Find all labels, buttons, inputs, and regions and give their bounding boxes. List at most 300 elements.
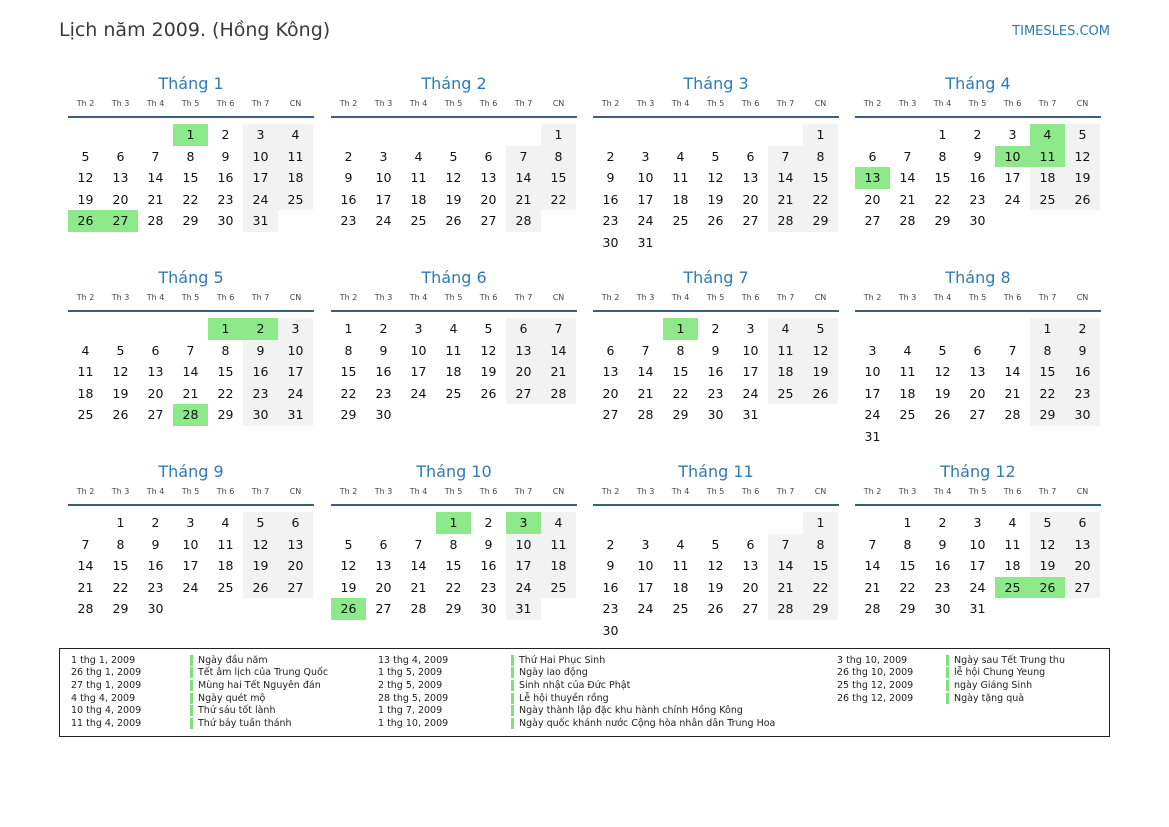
weekday-label: Th 7: [1038, 99, 1057, 108]
weekday-label: Th 2: [601, 99, 620, 108]
day-cell: 1: [436, 512, 471, 534]
day-cell: 14: [637, 364, 654, 380]
holiday-name: Ngày đầu năm: [190, 655, 268, 666]
day-cell: 17: [243, 167, 278, 189]
weekday-label: Th 3: [898, 487, 917, 496]
weekday-label: Th 6: [479, 293, 498, 302]
day-cell: 7: [151, 148, 160, 164]
empty-cell: [68, 124, 103, 146]
day-cell: 8: [541, 146, 576, 168]
day-cell: 10: [278, 340, 313, 362]
holiday-date: 26 thg 10, 2009: [837, 667, 914, 679]
day-cell: 9: [938, 536, 947, 552]
empty-cell: [593, 512, 628, 534]
month-divider: [593, 504, 839, 506]
weekday-label: Th 2: [339, 487, 358, 496]
weekday-label: Th 2: [76, 293, 95, 302]
month-block: [855, 460, 1101, 620]
empty-cell: [401, 512, 436, 534]
empty-cell: [68, 512, 103, 534]
weekday-label: Th 4: [146, 293, 165, 302]
weekday-header: [855, 292, 1101, 310]
day-cell: 20: [112, 191, 129, 207]
weekday-label: CN: [289, 99, 302, 108]
weekday-label: Th 6: [216, 487, 235, 496]
day-cell: 11: [77, 364, 94, 380]
day-cell: 14: [77, 558, 94, 574]
weekday-label: Th 5: [181, 99, 200, 108]
day-cell: 3: [278, 318, 313, 340]
day-cell: 12: [707, 170, 724, 186]
day-cell: 1: [663, 318, 698, 340]
day-cell: 30: [602, 622, 619, 638]
day-cell: 19: [243, 555, 278, 577]
day-cell: 18: [410, 191, 427, 207]
weekday-label: Th 4: [671, 487, 690, 496]
empty-cell: [366, 512, 401, 534]
weekday-label: Th 6: [1003, 487, 1022, 496]
day-cell: 28: [147, 213, 164, 229]
day-cell: 3: [868, 342, 877, 358]
weekday-label: Th 3: [111, 487, 130, 496]
day-cell: 22: [803, 577, 838, 599]
empty-cell: [890, 124, 925, 146]
empty-cell: [890, 318, 925, 340]
day-cell: 2: [1065, 318, 1100, 340]
day-cell: 16: [147, 558, 164, 574]
day-cell: 20: [602, 385, 619, 401]
month-title: Tháng 4: [945, 74, 1011, 93]
empty-cell: [995, 318, 1030, 340]
day-cell: 16: [480, 558, 497, 574]
day-cell: 10: [243, 146, 278, 168]
weekday-label: Th 4: [671, 293, 690, 302]
day-cell: 2: [243, 318, 278, 340]
day-cell: 30: [480, 601, 497, 617]
weekday-label: CN: [814, 293, 827, 302]
day-cell: 3: [641, 148, 650, 164]
empty-cell: [628, 318, 663, 340]
day-cell: 27: [1065, 577, 1100, 599]
day-cell: 22: [672, 385, 689, 401]
day-cell: 25: [1030, 189, 1065, 211]
weekday-header: [68, 98, 314, 116]
day-cell: 12: [480, 342, 497, 358]
day-cell: 10: [969, 536, 986, 552]
day-cell: 18: [672, 579, 689, 595]
month-divider: [855, 504, 1101, 506]
holiday-name: Lễ hội thuyền rồng: [511, 693, 609, 704]
day-cell: 25: [541, 577, 576, 599]
day-cell: 9: [973, 148, 982, 164]
weekday-label: Th 3: [636, 487, 655, 496]
weekday-label: Th 3: [111, 293, 130, 302]
month-title: Tháng 10: [416, 462, 492, 481]
day-cell: 9: [243, 340, 278, 362]
day-cell: 10: [506, 534, 541, 556]
day-cell: 16: [217, 170, 234, 186]
weekday-label: Th 3: [111, 99, 130, 108]
day-cell: 6: [506, 318, 541, 340]
day-cell: 6: [151, 342, 160, 358]
day-cell: 26: [331, 598, 366, 620]
day-cell: 17: [182, 558, 199, 574]
weekday-header: [855, 486, 1101, 504]
day-cell: 27: [506, 383, 541, 405]
weekday-label: Th 3: [898, 293, 917, 302]
holiday-name: Ngày tặng quà: [946, 693, 1024, 704]
weekday-label: Th 6: [1003, 99, 1022, 108]
day-cell: 3: [1008, 127, 1017, 142]
day-cell: 4: [414, 148, 423, 164]
day-cell: 20: [742, 191, 759, 207]
weekday-label: Th 7: [251, 293, 270, 302]
weekday-header: [331, 486, 577, 504]
day-cell: 23: [602, 601, 619, 617]
day-cell: 14: [182, 364, 199, 380]
holiday-date: 1 thg 5, 2009: [378, 667, 443, 679]
day-cell: 7: [641, 342, 650, 358]
empty-cell: [855, 124, 890, 146]
holiday-column: [71, 654, 328, 730]
empty-cell: [593, 318, 628, 340]
day-cell: 4: [676, 148, 685, 164]
day-cell: 7: [768, 534, 803, 556]
day-cell: 22: [445, 579, 462, 595]
day-cell: 20: [864, 191, 881, 207]
month-block: [68, 266, 314, 426]
weekday-label: CN: [814, 99, 827, 108]
weekday-label: CN: [1076, 99, 1089, 108]
weekday-label: CN: [552, 99, 565, 108]
day-cell: 25: [445, 385, 462, 401]
weekday-label: Th 5: [968, 293, 987, 302]
day-cell: 24: [278, 383, 313, 405]
day-cell: 14: [768, 167, 803, 189]
weekday-label: Th 5: [968, 99, 987, 108]
weekday-label: Th 3: [374, 99, 393, 108]
day-cell: 6: [746, 536, 755, 552]
day-cell: 24: [864, 407, 881, 423]
weekday-label: Th 7: [251, 99, 270, 108]
weekday-label: Th 5: [444, 487, 463, 496]
holiday-date: 11 thg 4, 2009: [71, 717, 142, 729]
day-cell: 22: [803, 189, 838, 211]
day-cell: 5: [1030, 512, 1065, 534]
day-cell: 6: [868, 148, 877, 164]
day-cell: 1: [938, 127, 947, 142]
day-cell: 31: [864, 428, 881, 444]
weekday-label: Th 3: [374, 293, 393, 302]
day-cell: 26: [803, 383, 838, 405]
day-cell: 15: [899, 558, 916, 574]
day-cell: 31: [506, 598, 541, 620]
weekday-label: Th 3: [374, 487, 393, 496]
holiday-column: [837, 654, 1065, 704]
day-cell: 12: [243, 534, 278, 556]
weekday-label: CN: [1076, 293, 1089, 302]
holiday-name: ngày Giáng Sinh: [946, 680, 1032, 691]
day-cell: 25: [410, 213, 427, 229]
holiday-item: [378, 692, 775, 705]
holiday-list: [59, 648, 1110, 737]
day-cell: 31: [742, 407, 759, 423]
day-cell: 2: [606, 536, 615, 552]
day-cell: 3: [641, 536, 650, 552]
day-cell: 25: [899, 407, 916, 423]
day-cell: 22: [899, 579, 916, 595]
day-cell: 8: [449, 536, 458, 552]
holiday-name: Mùng hai Tết Nguyên đán: [190, 680, 321, 691]
weekday-label: Th 4: [671, 99, 690, 108]
weekday-label: Th 7: [514, 487, 533, 496]
day-cell: 24: [742, 385, 759, 401]
weekday-label: Th 2: [76, 487, 95, 496]
day-cell: 24: [637, 601, 654, 617]
day-cell: 22: [340, 385, 357, 401]
day-cell: 21: [768, 577, 803, 599]
day-cell: 5: [803, 318, 838, 340]
weekday-label: Th 2: [601, 487, 620, 496]
weekday-header: [593, 292, 839, 310]
day-cell: 30: [147, 601, 164, 617]
empty-cell: [103, 318, 138, 340]
empty-cell: [698, 124, 733, 146]
day-cell: 19: [707, 579, 724, 595]
day-cell: 13: [506, 340, 541, 362]
day-cell: 23: [217, 191, 234, 207]
day-cell: 9: [379, 342, 388, 358]
day-cell: 7: [186, 342, 195, 358]
day-cell: 30: [934, 601, 951, 617]
weekday-label: Th 5: [706, 99, 725, 108]
day-cell: 8: [903, 536, 912, 552]
day-cell: 29: [182, 213, 199, 229]
day-cell: 16: [707, 364, 724, 380]
day-cell: 3: [746, 321, 755, 336]
day-cell: 11: [217, 536, 234, 552]
day-cell: 4: [1030, 124, 1065, 146]
day-cell: 9: [484, 536, 493, 552]
day-cell: 7: [768, 146, 803, 168]
day-cell: 11: [1030, 146, 1065, 168]
day-cell: 13: [969, 364, 986, 380]
day-cell: 19: [77, 191, 94, 207]
day-grid: [68, 512, 314, 620]
holiday-date: 4 thg 4, 2009: [71, 692, 136, 704]
day-cell: 29: [899, 601, 916, 617]
day-cell: 23: [602, 213, 619, 229]
day-cell: 25: [672, 601, 689, 617]
day-cell: 27: [969, 407, 986, 423]
day-grid: [855, 318, 1101, 448]
month-block: [68, 72, 314, 232]
day-cell: 22: [112, 579, 129, 595]
day-cell: 13: [742, 170, 759, 186]
empty-cell: [138, 124, 173, 146]
day-cell: 23: [243, 383, 278, 405]
day-cell: 16: [602, 579, 619, 595]
day-cell: 12: [707, 558, 724, 574]
empty-cell: [103, 124, 138, 146]
day-cell: 11: [410, 170, 427, 186]
day-cell: 13: [480, 170, 497, 186]
day-cell: 13: [602, 364, 619, 380]
day-cell: 24: [410, 385, 427, 401]
day-cell: 8: [186, 148, 195, 164]
day-cell: 14: [768, 555, 803, 577]
day-cell: 25: [77, 407, 94, 423]
day-cell: 8: [221, 342, 230, 358]
day-cell: 1: [803, 512, 838, 534]
month-block: [331, 266, 577, 426]
day-cell: 18: [672, 191, 689, 207]
day-cell: 25: [768, 383, 803, 405]
holiday-name: Tết âm lịch của Trung Quốc: [190, 667, 328, 678]
day-cell: 11: [445, 342, 462, 358]
day-cell: 17: [969, 558, 986, 574]
weekday-label: CN: [289, 293, 302, 302]
day-cell: 29: [340, 407, 357, 423]
day-cell: 29: [112, 601, 129, 617]
day-cell: 6: [116, 148, 125, 164]
empty-cell: [925, 318, 960, 340]
day-cell: 19: [112, 385, 129, 401]
day-cell: 21: [864, 579, 881, 595]
day-cell: 13: [855, 167, 890, 189]
day-cell: 26: [707, 213, 724, 229]
weekday-label: Th 4: [933, 487, 952, 496]
day-cell: 28: [410, 601, 427, 617]
day-cell: 16: [340, 191, 357, 207]
day-cell: 14: [899, 170, 916, 186]
day-cell: 27: [278, 577, 313, 599]
month-block: [855, 72, 1101, 232]
day-cell: 18: [445, 364, 462, 380]
day-cell: 13: [375, 558, 392, 574]
holiday-date: 1 thg 7, 2009: [378, 705, 443, 717]
weekday-label: Th 6: [216, 293, 235, 302]
day-cell: 3: [186, 515, 195, 530]
weekday-label: Th 7: [776, 293, 795, 302]
day-cell: 23: [1065, 383, 1100, 405]
holiday-item: [378, 679, 775, 692]
day-cell: 9: [344, 170, 353, 186]
day-cell: 2: [379, 321, 388, 336]
day-cell: 28: [899, 213, 916, 229]
day-cell: 10: [182, 536, 199, 552]
empty-cell: [331, 512, 366, 534]
day-cell: 4: [676, 536, 685, 552]
day-cell: 15: [445, 558, 462, 574]
day-cell: 12: [77, 170, 94, 186]
holiday-name: Ngày thành lập đặc khu hành chính Hồng Kông: [511, 705, 743, 716]
weekday-label: Th 4: [933, 293, 952, 302]
day-cell: 2: [973, 127, 982, 142]
day-cell: 15: [803, 555, 838, 577]
day-cell: 12: [934, 364, 951, 380]
day-cell: 14: [864, 558, 881, 574]
empty-cell: [68, 318, 103, 340]
empty-cell: [331, 124, 366, 146]
day-cell: 18: [77, 385, 94, 401]
day-cell: 2: [606, 148, 615, 164]
day-cell: 27: [742, 601, 759, 617]
weekday-header: [68, 486, 314, 504]
day-cell: 3: [414, 321, 423, 336]
weekday-label: Th 2: [339, 99, 358, 108]
day-cell: 18: [768, 361, 803, 383]
empty-cell: [628, 124, 663, 146]
day-cell: 23: [147, 579, 164, 595]
day-cell: 2: [151, 515, 160, 530]
day-cell: 6: [746, 148, 755, 164]
weekday-label: Th 4: [409, 487, 428, 496]
day-cell: 3: [243, 124, 278, 146]
day-cell: 20: [480, 191, 497, 207]
day-cell: 25: [995, 577, 1030, 599]
day-cell: 2: [711, 321, 720, 336]
day-cell: 19: [445, 191, 462, 207]
day-cell: 30: [602, 234, 619, 250]
day-cell: 7: [414, 536, 423, 552]
day-cell: 31: [637, 234, 654, 250]
day-cell: 7: [868, 536, 877, 552]
empty-cell: [401, 124, 436, 146]
weekday-header: [593, 486, 839, 504]
day-cell: 15: [340, 364, 357, 380]
day-cell: 25: [278, 189, 313, 211]
day-cell: 14: [410, 558, 427, 574]
day-cell: 4: [768, 318, 803, 340]
brand-link[interactable]: TIMESLES.COM: [1012, 24, 1110, 39]
day-cell: 18: [541, 555, 576, 577]
month-title: Tháng 12: [940, 462, 1016, 481]
day-cell: 12: [1030, 534, 1065, 556]
month-title: Tháng 3: [683, 74, 749, 93]
day-cell: 21: [147, 191, 164, 207]
weekday-label: Th 4: [409, 293, 428, 302]
day-cell: 23: [707, 385, 724, 401]
empty-cell: [366, 124, 401, 146]
weekday-label: Th 3: [636, 99, 655, 108]
weekday-label: Th 6: [741, 99, 760, 108]
day-cell: 22: [541, 189, 576, 211]
day-cell: 18: [278, 167, 313, 189]
day-cell: 15: [803, 167, 838, 189]
day-cell: 9: [606, 558, 615, 574]
holiday-name: Ngày quét mộ: [190, 693, 265, 704]
day-cell: 5: [116, 342, 125, 358]
weekday-label: Th 2: [863, 487, 882, 496]
weekday-label: Th 5: [181, 293, 200, 302]
day-cell: 21: [506, 189, 541, 211]
day-cell: 21: [899, 191, 916, 207]
day-cell: 11: [278, 146, 313, 168]
day-cell: 9: [711, 342, 720, 358]
day-cell: 21: [182, 385, 199, 401]
day-cell: 3: [973, 515, 982, 530]
weekday-label: Th 6: [741, 487, 760, 496]
holiday-name: lễ hội Chung Yeung: [946, 667, 1045, 678]
day-cell: 21: [541, 361, 576, 383]
day-cell: 21: [1004, 385, 1021, 401]
weekday-label: Th 2: [863, 293, 882, 302]
weekday-label: CN: [1076, 487, 1089, 496]
weekday-label: Th 4: [409, 99, 428, 108]
empty-cell: [663, 512, 698, 534]
month-divider: [68, 504, 314, 506]
